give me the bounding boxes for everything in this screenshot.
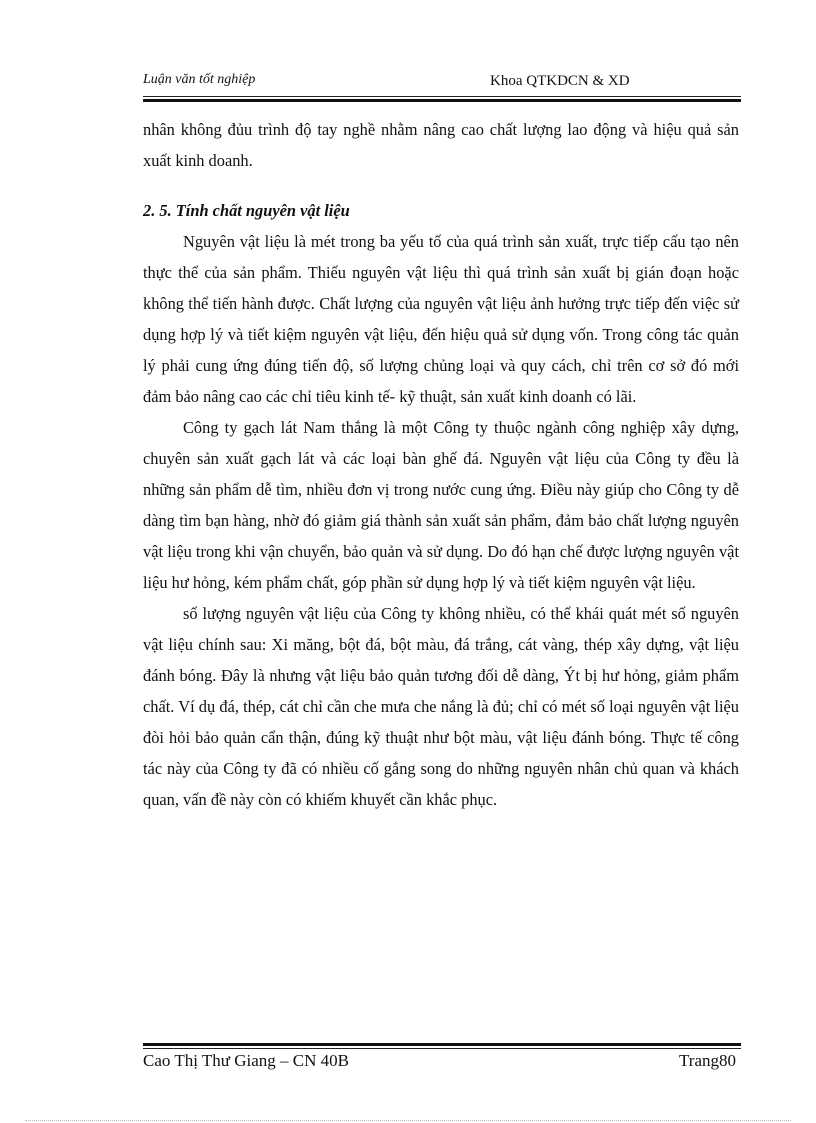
paragraph-2: Công ty gạch lát Nam thắng là một Công ty thuộc ngành công nghiệp xây dựng, chuyên sản xuất gạch lát và các loại bàn ghế đá. Nguyên vật liệu của Công ty đều là những sản phẩm dễ tìm, nhiều đơn vị trong nước cung ứng. Điều này giúp cho Công ty dễ dàng tìm bạn hàng, nhờ đó giảm giá thành sản xuất sản phẩm, đảm bảo chất lượng nguyên vật liệu trong khi vận chuyển, bảo quản và sử dụng. Do đó hạn chế được lượng nguyên vật liệu hư hỏng, kém phẩm chất, góp phần sử dụng hợp lý và tiết kiệm nguyên vật liệu. [143,418,739,592]
paragraph-3: số lượng nguyên vật liệu của Công ty không nhiều, có thể khái quát mét số nguyên vật liệu chính sau: Xi măng, bột đá, bột màu, đá trắng, cát vàng, thép xây dựng, vật liệu đánh bóng. Đây là nhưng vật liệu bảo quản tương đối dễ dàng, Ýt bị hư hỏng, giảm phẩm chất. Ví dụ đá, thép, cát chỉ cần che mưa che nắng là đủ; chỉ có mét số loại nguyên vật liệu đòi hỏi bảo quản cẩn thận, đúng kỹ thuật như bột màu, vật liệu đánh bóng. Thực tế công tác này của Công ty đã có nhiều cố gắng song do những nguyên nhân chủ quan và khách quan, vấn đề này còn có khiếm khuyết cần khắc phục. [143,604,739,809]
footer-rule-thick [143,1043,741,1046]
header-thesis-label: Luận văn tốt nghiệp [143,72,256,87]
footer-rule [143,1048,741,1049]
footer-author: Cao Thị Thư Giang – CN 40B [143,1051,349,1070]
paragraph-1: Nguyên vật liệu là mét trong ba yếu tố của quá trình sản xuất, trực tiếp cấu tạo nên thực thể của sản phẩm. Thiếu nguyên vật liệu thì quá trình sản xuất bị gián đoạn hoặc không thể tiến hành được. Chất lượng của nguyên vật liệu ảnh hưởng trực tiếp đến việc sử dụng hợp lý và tiết kiệm nguyên vật liệu, đến hiệu quả sử dụng vốn. Trong công tác quản lý phải cung ứng đúng tiến độ, số lượng chủng loại và quy cách, chỉ trên cơ sở đó mới đảm bảo nâng cao các chỉ tiêu kinh tế- kỹ thuật, sản xuất kinh doanh có lãi. [143,232,739,406]
header-faculty-label: Khoa QTKDCN & XD [490,73,630,89]
header-rule-thick [143,99,741,102]
intro-continuation-paragraph: nhân không đủu trình độ tay nghề nhằm nâng cao chất lượng lao động và hiệu quả sản xuất kinh doanh. [143,120,739,170]
footer-page-number: Trang80 [679,1051,736,1070]
page-edge-divider [25,1120,791,1121]
section-heading: 2. 5. Tính chất nguyên vật liệu [143,201,350,220]
header-rule [143,96,741,97]
body-text [143,114,739,815]
